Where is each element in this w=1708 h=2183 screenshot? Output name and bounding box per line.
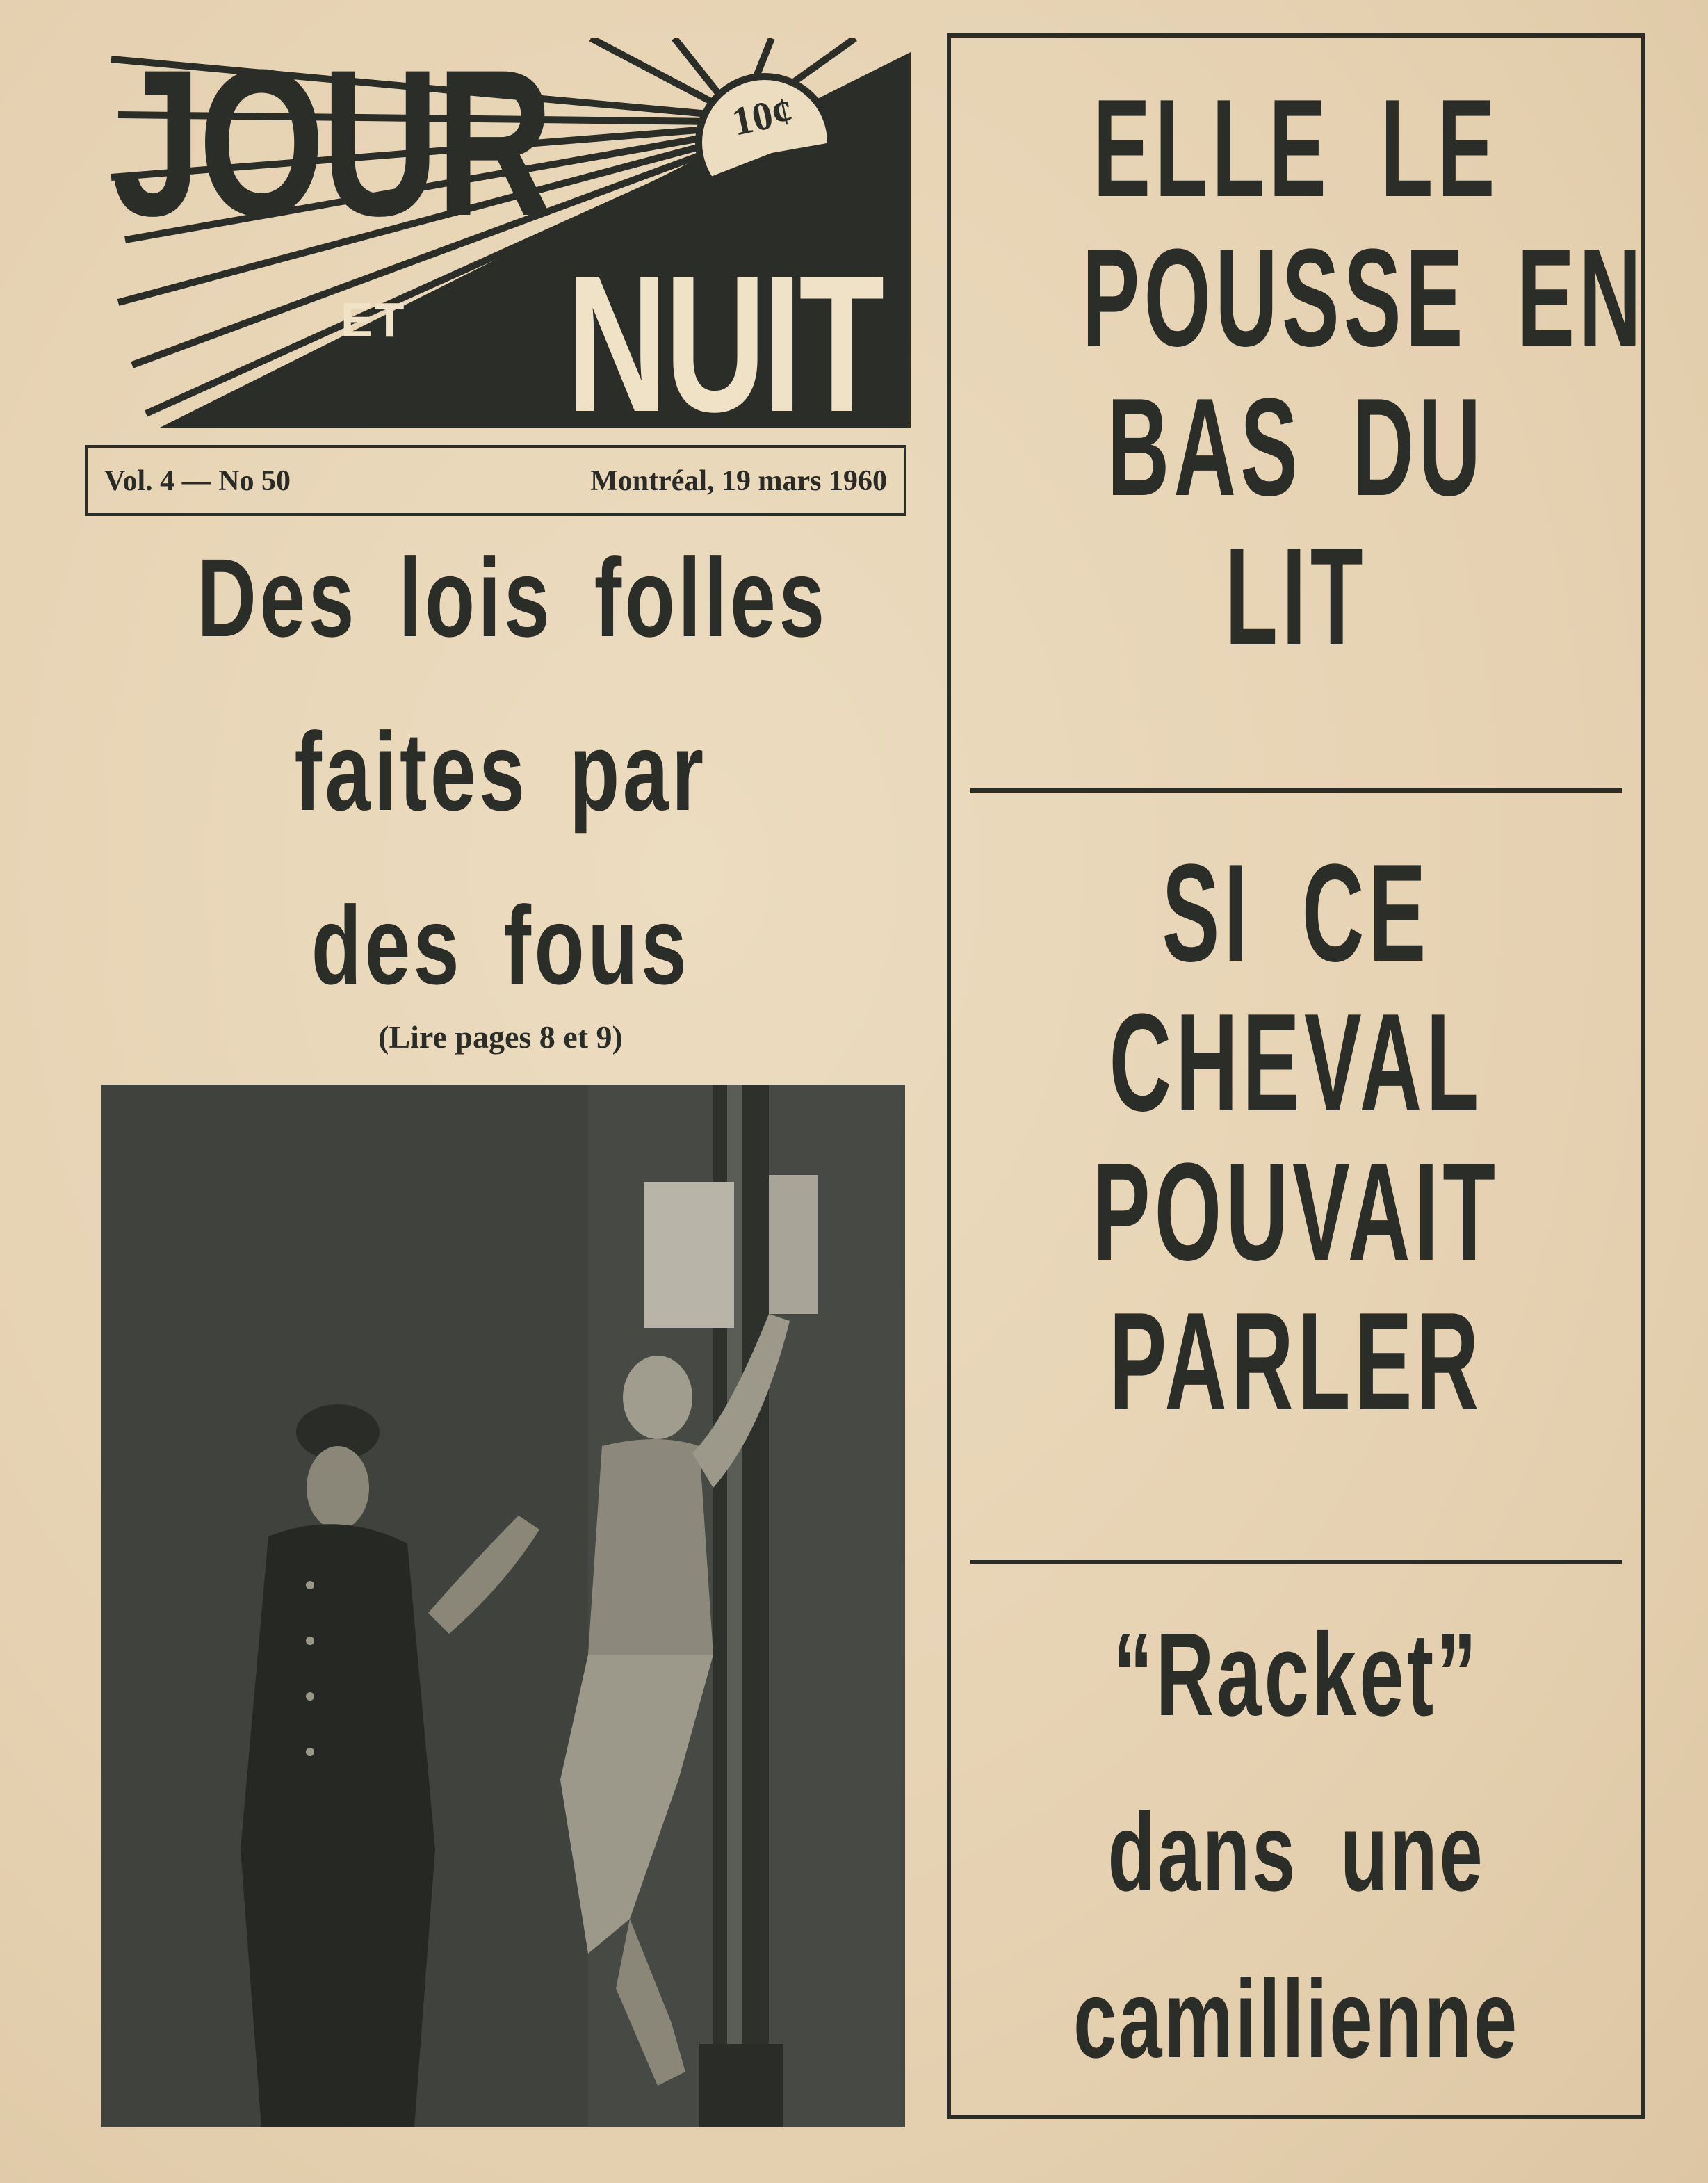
masthead-title-nuit: NUIT (567, 236, 882, 453)
masthead-title-jour: JOUR (111, 26, 551, 259)
story-headline-lit (951, 71, 1646, 677)
left-headline-line: des fous (311, 883, 690, 1007)
page-reference: (Lire pages 8 et 9) (378, 1019, 623, 1055)
story-line: PARLER (1109, 1284, 1483, 1439)
dateline: Montréal, 19 mars 1960 (590, 465, 887, 497)
price-label: 10¢ (728, 88, 797, 145)
story-line: camillienne (1073, 1956, 1519, 2081)
front-page-photo (101, 1085, 905, 2127)
story-line: “Racket” (1112, 1609, 1480, 1741)
story-line: LIT (1225, 519, 1367, 674)
column-divider (970, 1560, 1622, 1564)
right-headlines-box (947, 33, 1645, 2119)
story-headline-racket (951, 1609, 1641, 2095)
issue-info-bar (85, 445, 906, 516)
left-headline-line: faites par (294, 709, 707, 834)
story-line: ELLE LE (1093, 71, 1499, 226)
column-divider (970, 788, 1622, 793)
story-headline-cheval (951, 836, 1641, 1442)
photo-policeman-woman-lamppost-icon (101, 1085, 905, 2127)
volume-number: Vol. 4 — No 50 (104, 465, 291, 497)
left-headline-line: Des lois folles (197, 535, 828, 660)
story-line: BAS DU (1107, 370, 1486, 525)
masthead (104, 26, 911, 453)
story-line: POUVAIT (1092, 1135, 1500, 1290)
story-line: POUSSE EN (1082, 220, 1646, 375)
masthead-title-et: ET (341, 293, 406, 347)
story-line: CHEVAL (1109, 985, 1483, 1140)
left-headline (90, 535, 911, 1064)
story-line: dans une (1107, 1790, 1485, 1914)
story-line: SI CE (1162, 836, 1431, 991)
